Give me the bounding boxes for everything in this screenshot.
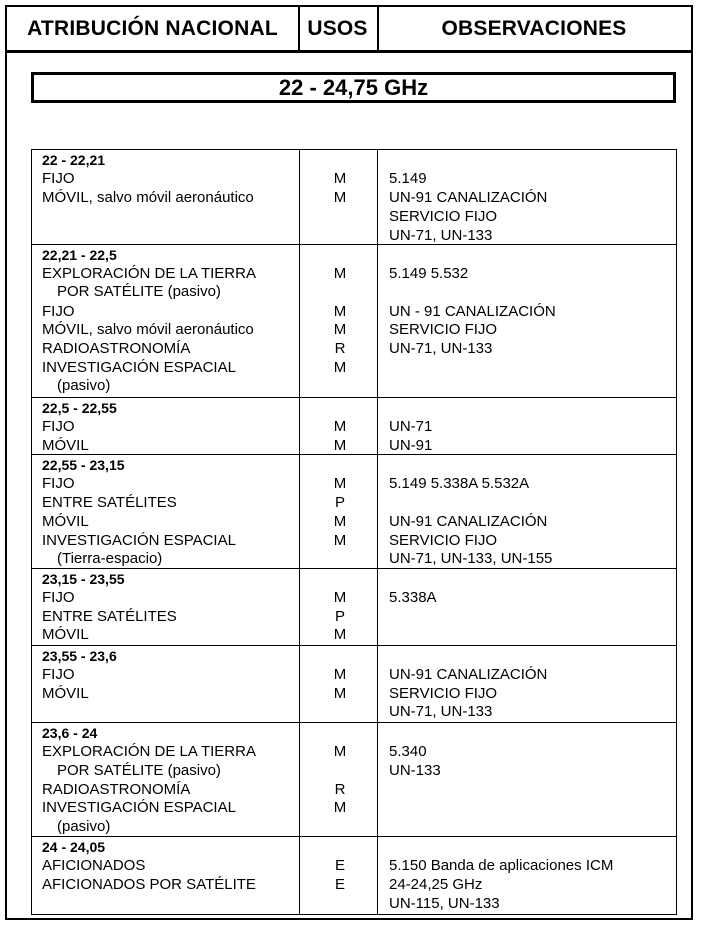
usos-value: M [333,437,347,454]
service-label: MÓVIL [42,685,89,702]
usos-value: P [334,494,345,511]
usos-value: M [333,475,347,492]
range-label: 23,15 - 23,55 [42,571,125,587]
usos-value: M [333,170,347,187]
observation-text: 5.340 [389,743,427,760]
table-row [32,646,676,723]
service-label: FIJO [42,589,75,606]
service-label: EXPLORACIÓN DE LA TIERRA [42,743,256,760]
service-label: (Tierra-espacio) [57,550,163,567]
header-divider-1 [298,7,300,51]
service-label: EXPLORACIÓN DE LA TIERRA [42,265,256,282]
usos-value: E [334,876,345,893]
allocation-table [31,149,677,915]
table-row [32,398,676,455]
header-observaciones: OBSERVACIONES [441,17,627,40]
service-label: POR SATÉLITE (pasivo) [57,762,221,779]
service-label: FIJO [42,170,75,187]
service-label: AFICIONADOS [42,857,146,874]
usos-value: P [334,608,345,625]
observation-text: 5.338A [389,589,437,606]
observation-text: UN-71, UN-133 [389,703,493,720]
service-label: MÓVIL, salvo móvil aeronáutico [42,189,254,206]
observation-text: UN-71, UN-133 [389,227,493,244]
observation-text: UN-71, UN-133, UN-155 [389,550,553,567]
range-label: 22,21 - 22,5 [42,247,117,263]
observation-text: UN-133 [389,762,441,779]
observation-text: 24-24,25 GHz [389,876,483,893]
table-row [32,569,676,646]
usos-value: R [334,781,346,798]
service-label: (pasivo) [57,377,111,394]
observation-text: 5.150 Banda de aplicaciones ICM [389,857,614,874]
table-row [32,723,676,837]
service-label: POR SATÉLITE (pasivo) [57,283,221,300]
range-label: 22 - 22,21 [42,152,106,168]
usos-value: M [333,532,347,549]
range-label: 22,5 - 22,55 [42,400,117,416]
observation-text: UN-91 CANALIZACIÓN [389,513,548,530]
observation-text: SERVICIO FIJO [389,532,498,549]
header-rule [7,50,691,53]
usos-value: R [334,340,346,357]
range-label: 23,6 - 24 [42,725,98,741]
observation-text: UN-71, UN-133 [389,340,493,357]
service-label: ENTRE SATÉLITES [42,494,177,511]
observation-text: UN-71 [389,418,433,435]
service-label: MÓVIL [42,513,89,530]
observation-text: SERVICIO FIJO [389,321,498,338]
usos-value: M [333,685,347,702]
range-label: 24 - 24,05 [42,839,106,855]
usos-value: M [333,303,347,320]
observation-text: 5.149 [389,170,427,187]
header-divider-2 [377,7,379,51]
observation-text: SERVICIO FIJO [389,208,498,225]
service-label: RADIOASTRONOMÍA [42,781,191,798]
usos-value: E [334,857,345,874]
usos-value: M [333,589,347,606]
table-header [7,7,691,51]
service-label: MÓVIL, salvo móvil aeronáutico [42,321,254,338]
table-row [32,455,676,569]
usos-value: M [333,265,347,282]
service-label: MÓVIL [42,437,89,454]
service-label: INVESTIGACIÓN ESPACIAL [42,532,236,549]
observation-text: UN - 91 CANALIZACIÓN [389,303,556,320]
observation-text: SERVICIO FIJO [389,685,498,702]
service-label: RADIOASTRONOMÍA [42,340,191,357]
observation-text: UN-91 [389,437,433,454]
observation-text: UN-91 CANALIZACIÓN [389,666,548,683]
table-row [32,837,676,914]
observation-text: 5.149 5.338A 5.532A [389,475,530,492]
service-label: MÓVIL [42,626,89,643]
service-label: INVESTIGACIÓN ESPACIAL [42,799,236,816]
service-label: INVESTIGACIÓN ESPACIAL [42,359,236,376]
service-label: FIJO [42,475,75,492]
header-atribucion: ATRIBUCIÓN NACIONAL [27,17,278,40]
table-row [32,245,676,398]
table-row [32,150,676,245]
usos-value: M [333,626,347,643]
service-label: (pasivo) [57,818,111,835]
range-label: 23,55 - 23,6 [42,648,117,664]
service-label: ENTRE SATÉLITES [42,608,177,625]
observation-text: UN-115, UN-133 [389,895,500,912]
usos-value: M [333,666,347,683]
usos-value: M [333,321,347,338]
band-title: 22 - 24,75 GHz [31,72,676,103]
usos-value: M [333,513,347,530]
service-label: FIJO [42,303,75,320]
service-label: AFICIONADOS POR SATÉLITE [42,876,256,893]
usos-value: M [333,189,347,206]
observation-text: 5.149 5.532 [389,265,469,282]
usos-value: M [333,743,347,760]
observation-text: UN-91 CANALIZACIÓN [389,189,548,206]
service-label: FIJO [42,418,75,435]
range-label: 22,55 - 23,15 [42,457,125,473]
header-usos: USOS [307,17,368,40]
usos-value: M [333,359,347,376]
usos-value: M [333,799,347,816]
service-label: FIJO [42,666,75,683]
usos-value: M [333,418,347,435]
